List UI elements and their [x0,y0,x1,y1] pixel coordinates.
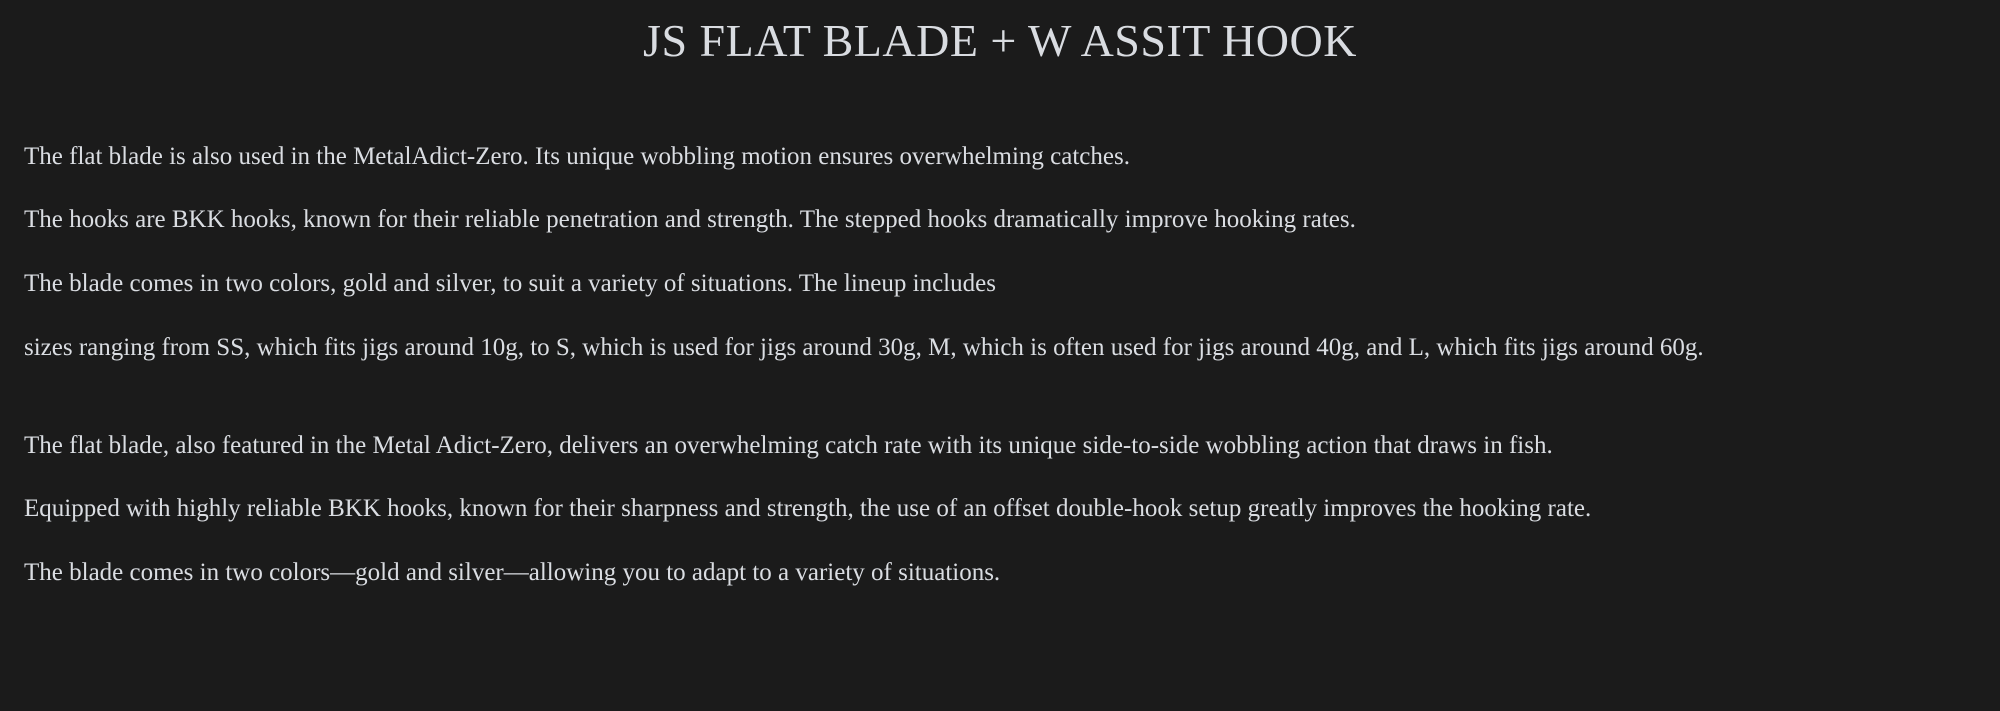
paragraph: sizes ranging from SS, which fits jigs around 10g, to S, which is used for jigs around 30g, M, which is often used for jigs around 40g, and L, which fits jigs around 60g. [24,333,1704,361]
paragraph: The hooks are BKK hooks, known for their reliable penetration and strength. The stepped hooks dramatically improve hooking rates. [24,206,1356,234]
paragraph: Equipped with highly reliable BKK hooks, known for their sharpness and strength, the use of an offset double-hook setup greatly improves the hooking rate. [24,495,1592,523]
paragraph: The flat blade, also featured in the Metal Adict-Zero, delivers an overwhelming catch rate with its unique side-to-side wobbling action that draws in fish. [24,431,1553,459]
paragraph: The flat blade is also used in the MetalAdict-Zero. Its unique wobbling motion ensures overwhelming catches. [24,142,1130,170]
paragraph-group-two [24,429,1988,590]
document-body [0,140,2000,590]
paragraph: The blade comes in two colors—gold and silver—allowing you to adapt to a variety of situations. [24,559,1001,586]
paragraph-group-one [24,140,1988,365]
paragraph: The blade comes in two colors, gold and silver, to suit a variety of situations. The lineup includes [24,270,996,297]
page-title: JS FLAT BLADE + W ASSIT HOOK [643,15,1357,66]
paragraph-spacer [24,395,1988,429]
